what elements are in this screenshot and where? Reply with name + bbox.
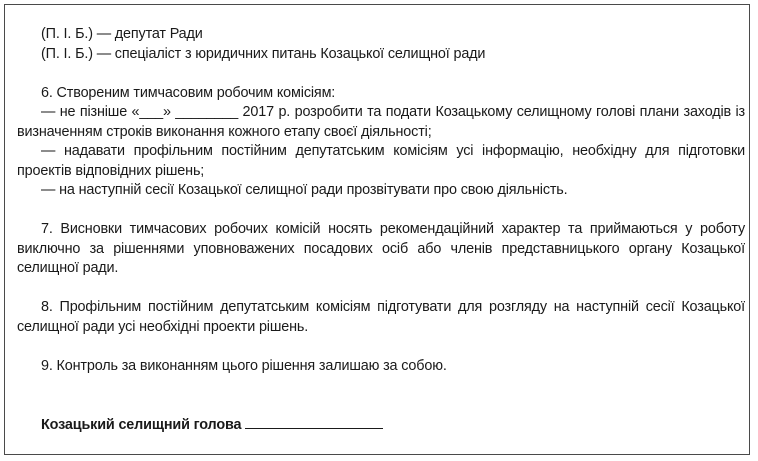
document-body (17, 25, 745, 436)
spacer (17, 64, 745, 84)
member-line-1: (П. І. Б.) — депутат Ради (41, 26, 203, 42)
signature-line (17, 414, 745, 436)
signature-blank-line (245, 414, 383, 429)
document-frame (4, 4, 750, 455)
member-line-2: (П. І. Б.) — спеціаліст з юридичних питань Козацької селищної ради (41, 45, 486, 62)
item-6-bullet-2: — надавати профільним постійним депутатським комісіям усі інформацію, необхідну для підготовки проектів відповідних рішень; (17, 143, 745, 179)
signature-title: Козацький селищний голова (41, 417, 242, 433)
item-8: 8. Профільним постійним депутатським комісіям підготувати для розгляду на наступній сесії Козацької селищної ради усі необхідні проекти рішень. (17, 299, 745, 335)
spacer (17, 279, 745, 299)
item-6-bullet-3: — на наступній сесії Козацької селищної ради прозвітувати про свою діяльність. (41, 182, 568, 198)
spacer (17, 201, 745, 221)
item-7: 7. Висновки тимчасових робочих комісій носять рекомендаційний характер та приймаються у роботу виключно за рішеннями уповноважених посадових осіб або членів представницького органу Козацької селищної ради. (17, 221, 745, 276)
spacer (17, 376, 745, 414)
item-6-bullet-1: — не пізніше «___» ________ 2017 р. розробити та подати Козацькому селищному голові плани заходів із визначенням строків виконання кожного етапу своєї діяльності; (17, 104, 745, 140)
item-6-heading: 6. Створеним тимчасовим робочим комісіям: (41, 84, 336, 101)
spacer (17, 337, 745, 357)
item-9: 9. Контроль за виконанням цього рішення залишаю за собою. (41, 357, 447, 374)
